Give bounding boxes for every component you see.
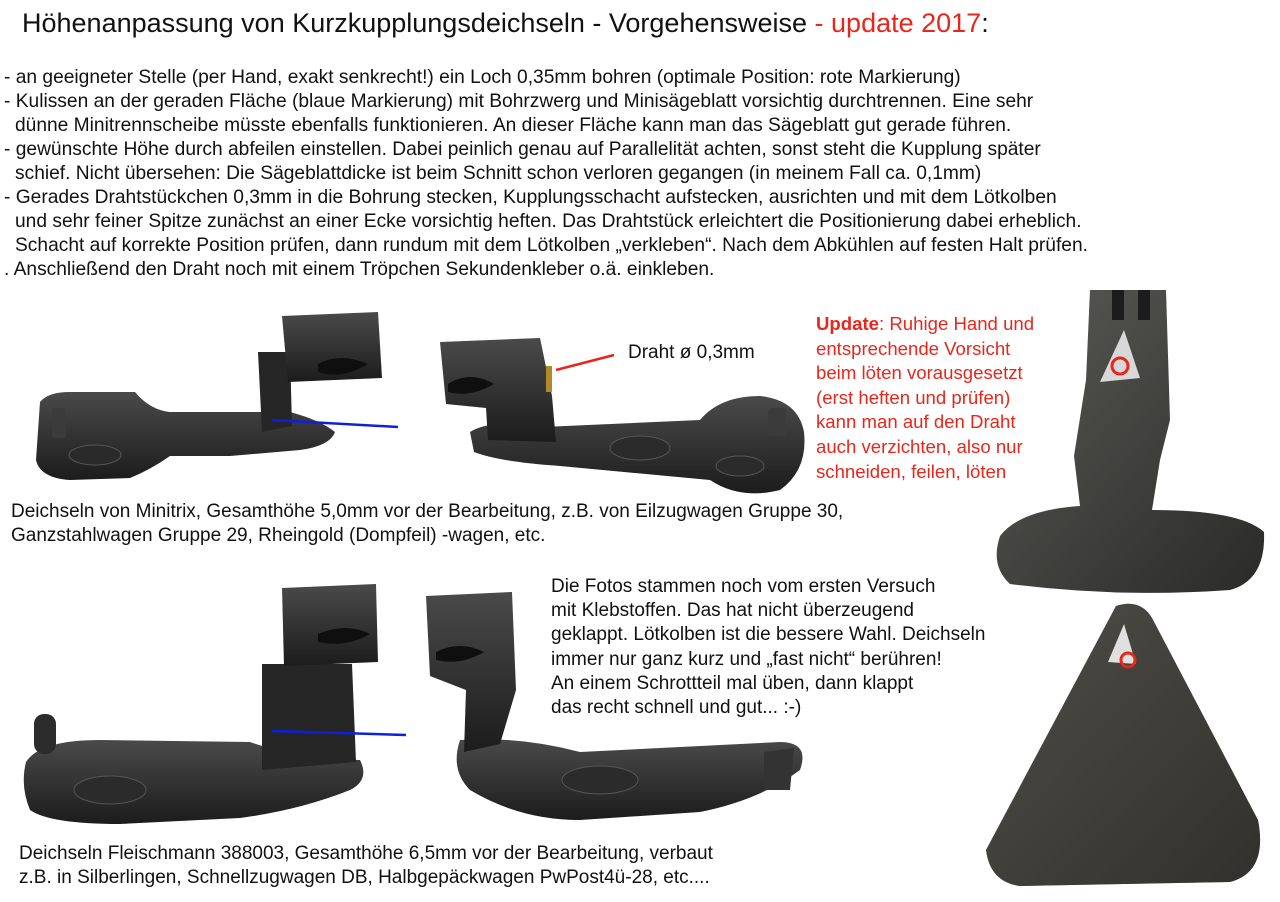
instruction-line: Schacht auf korrekte Position prüfen, dann rundum mit dem Lötkolben „verkleben“. Nach dem Abkühlen auf festen Halt prüfen. (15, 235, 1088, 256)
update-note (816, 312, 1086, 484)
update-line: schneiden, feilen, löten (816, 460, 1007, 482)
update-line: entsprechende Vorsicht (816, 337, 1011, 359)
update-line: : Ruhige Hand und (879, 313, 1035, 334)
photo-note (551, 575, 985, 720)
caption-line: z.B. in Silberlingen, Schnellzugwagen DB, Halbgepäckwagen PwPost4ü-28, etc.... (19, 867, 710, 888)
update-line: (erst heften und prüfen) (816, 386, 1011, 408)
instruction-line: schief. Nicht übersehen: Die Sägeblattdicke ist beim Schnitt schon verloren gegangen (in meinem Fall ca. 0,1mm) (15, 163, 982, 184)
instruction-line: - an geeigneter Stelle (per Hand, exakt senkrecht!) ein Loch 0,35mm bohren (optimale Position: rote Markierung) (4, 67, 961, 88)
note-line: immer nur ganz kurz und „fast nicht“ berühren! (551, 648, 942, 670)
note-line: geklappt. Lötkolben ist die bessere Wahl. Deichseln (551, 624, 986, 646)
caption-line: Deichseln von Minitrix, Gesamthöhe 5,0mm vor der Bearbeitung, z.B. von Eilzugwagen Gruppe 30, (11, 501, 844, 522)
instruction-line: und sehr feiner Spitze zunächst an einer Ecke vorsichtig heften. Das Drahtstück erleichtert die Positionierung dabei erheblich. (15, 211, 1082, 232)
red-pointer-line (556, 355, 614, 370)
title-update: - update 2017 (814, 8, 982, 38)
caption-line: Deichseln Fleischmann 388003, Gesamthöhe 6,5mm vor der Bearbeitung, verbaut (19, 843, 713, 864)
caption-fleischmann (19, 842, 713, 890)
instruction-line: - Kulissen an der geraden Fläche (blaue Markierung) mit Bohrzwerg und Minisägeblatt vorsichtig durchtrennen. Eine sehr (4, 91, 1034, 112)
note-line: das recht schnell und gut... :-) (551, 697, 802, 719)
update-line: kann man auf den Draht (816, 411, 1016, 433)
note-line: An einem Schrottteil mal üben, dann klappt (551, 672, 914, 694)
instruction-line: - Gerades Drahtstückchen 0,3mm in die Bohrung stecken, Kupplungsschacht aufstecken, ausrichten und mit dem Lötkolben (4, 187, 1057, 208)
caption-line: Ganzstahlwagen Gruppe 29, Rheingold (Dompfeil) -wagen, etc. (11, 525, 546, 546)
instruction-line: dünne Minitrennscheibe müsste ebenfalls funktionieren. An dieser Fläche kann man das Sägeblatt gut gerade führen. (15, 115, 1012, 136)
update-line: beim löten vorausgesetzt (816, 362, 1023, 384)
instruction-line: . Anschließend den Draht noch mit einem Tröpchen Sekundenkleber o.ä. einkleben. (4, 259, 715, 280)
photo-minitrix-left (36, 312, 382, 480)
title-colon: : (981, 8, 989, 38)
instruction-line: - gewünschte Höhe durch abfeilen einstellen. Dabei peinlich genau auf Parallelität achten, sonst steht die Kupplung später (4, 139, 1041, 160)
title-main: Höhenanpassung von Kurzkupplungsdeichseln - Vorgehensweise (22, 8, 815, 38)
update-bold: Update (816, 313, 880, 334)
update-line: auch verzichten, also nur (816, 435, 1023, 457)
photo-fleischmann-left (24, 584, 378, 824)
wire-label: Draht ø 0,3mm (628, 342, 755, 363)
note-line: Die Fotos stammen noch vom ersten Versuch (551, 576, 936, 597)
caption-minitrix (11, 500, 843, 548)
photo-fleischmann-topview (986, 604, 1260, 886)
note-line: mit Klebstoffen. Das hat nicht überzeugend (551, 600, 914, 622)
